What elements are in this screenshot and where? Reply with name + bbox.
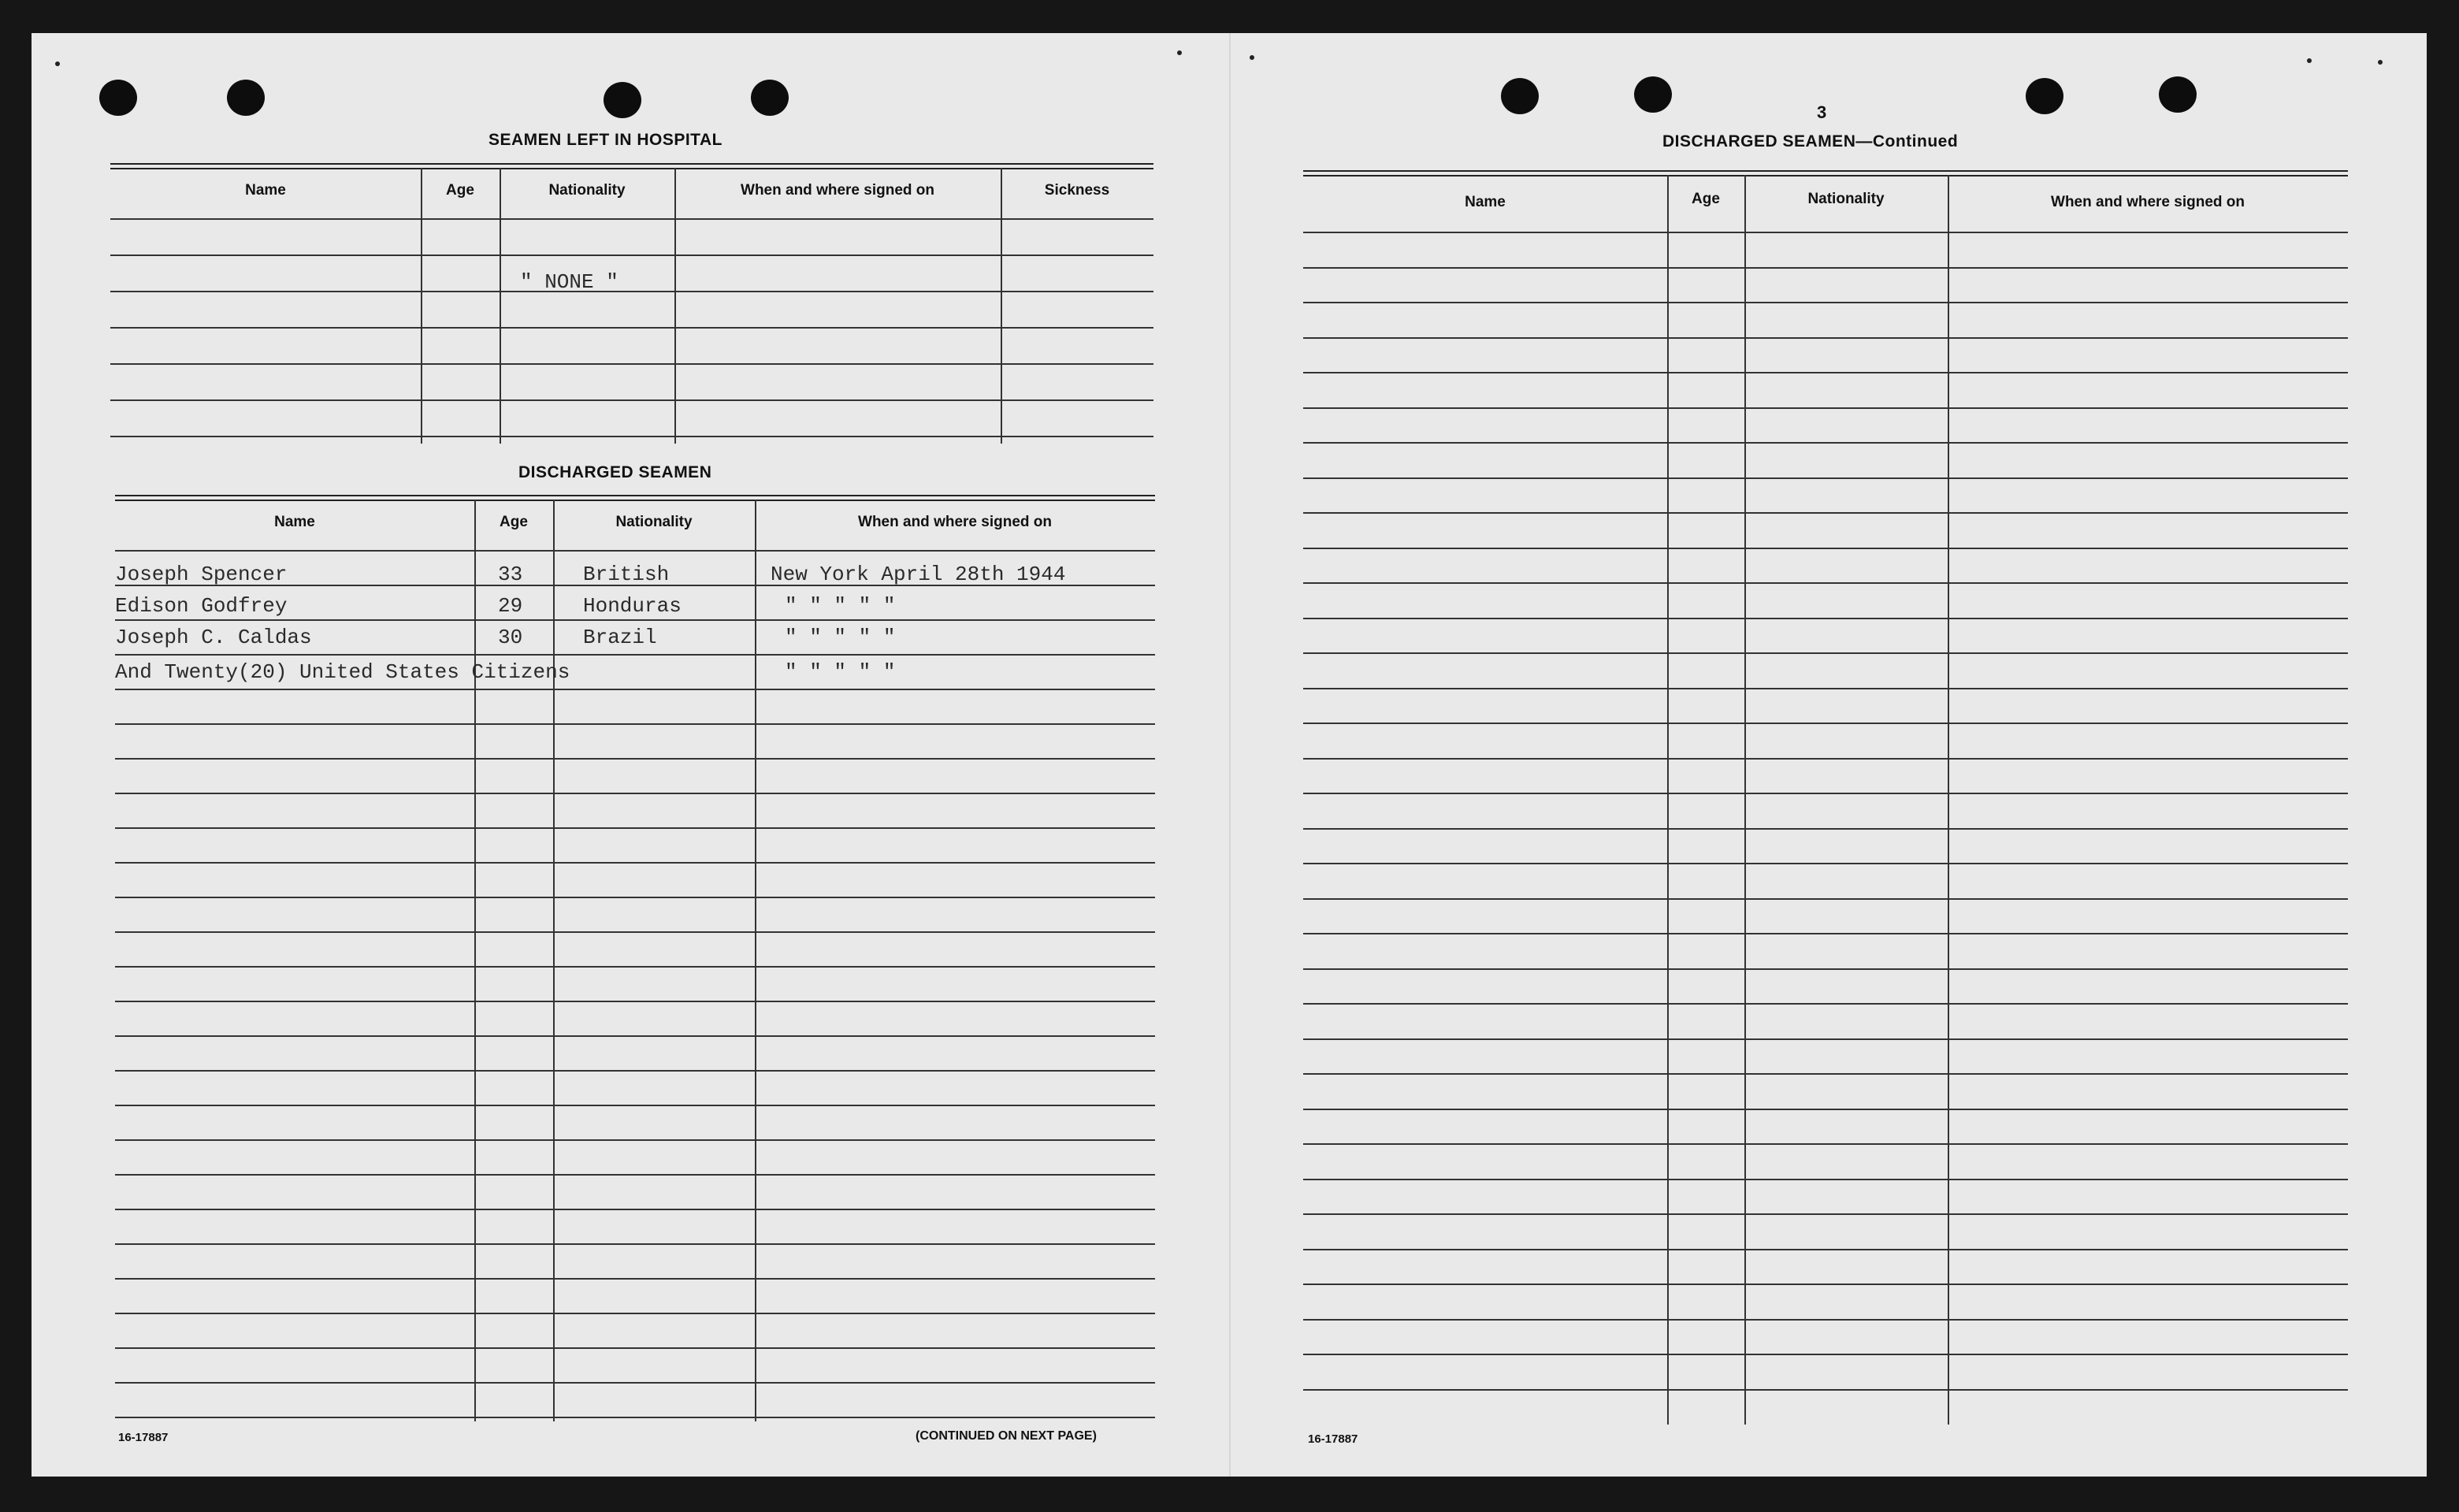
hospital-col-name: Name	[245, 182, 286, 199]
discharged-col-nationality: Nationality	[615, 514, 693, 530]
speck	[2307, 58, 2312, 63]
seaman-signed-on: New York April 28th 1944	[771, 563, 1066, 586]
speck	[55, 61, 60, 66]
discharged-continued-title: DISCHARGED SEAMEN—Continued	[1662, 132, 1959, 150]
ruled-line	[115, 1417, 1155, 1418]
punch-hole	[227, 80, 265, 116]
seaman-name: Joseph Spencer	[115, 563, 288, 586]
ruled-line	[1303, 898, 2348, 900]
seaman-name: And Twenty(20) United States Citizens	[115, 660, 570, 684]
ruled-line	[1303, 442, 2348, 444]
ruled-line	[115, 619, 1155, 621]
ruled-line	[115, 897, 1155, 898]
punch-hole	[2159, 76, 2197, 113]
ruled-line	[1303, 1213, 2348, 1215]
ruled-line	[115, 1382, 1155, 1384]
punch-hole	[2026, 78, 2063, 114]
ruled-line	[115, 758, 1155, 760]
ruled-line	[115, 1105, 1155, 1106]
punch-hole	[604, 82, 641, 118]
hospital-none-entry: " NONE "	[520, 270, 618, 294]
ruled-line	[115, 793, 1155, 794]
seaman-signed-on: " " " " "	[785, 660, 896, 684]
ruled-line	[1303, 1038, 2348, 1040]
seaman-nationality: Honduras	[583, 594, 682, 618]
continued-note: (CONTINUED ON NEXT PAGE)	[916, 1429, 1097, 1443]
ruled-line	[1303, 863, 2348, 864]
ruled-line	[1303, 652, 2348, 654]
ruled-line	[115, 827, 1155, 829]
ruled-line	[115, 966, 1155, 968]
hospital-table	[110, 163, 1153, 448]
ruled-line	[1303, 793, 2348, 794]
hospital-title: SEAMEN LEFT IN HOSPITAL	[488, 131, 722, 149]
ruled-line	[115, 689, 1155, 690]
seaman-nationality: British	[583, 563, 670, 586]
ruled-line	[1303, 1003, 2348, 1005]
ruled-line	[115, 1313, 1155, 1314]
continued-col-signed-on: When and where signed on	[2051, 194, 2245, 210]
page-fold	[1229, 33, 1231, 1477]
ruled-line	[1303, 828, 2348, 830]
ruled-line	[1303, 618, 2348, 619]
seaman-signed-on: " " " " "	[785, 626, 896, 649]
ruled-line	[1303, 1249, 2348, 1250]
seaman-age: 33	[498, 563, 523, 586]
ruled-line	[1303, 1319, 2348, 1321]
seaman-name: Edison Godfrey	[115, 594, 288, 618]
ruled-line	[115, 654, 1155, 656]
ruled-line	[115, 1174, 1155, 1176]
ruled-line	[1303, 267, 2348, 269]
punch-hole	[1634, 76, 1672, 113]
ruled-line	[1303, 688, 2348, 689]
ruled-line	[1303, 477, 2348, 479]
continued-col-age: Age	[1692, 191, 1720, 207]
seaman-signed-on: " " " " "	[785, 594, 896, 618]
ruled-line	[115, 1139, 1155, 1141]
ruled-line	[115, 723, 1155, 725]
ruled-line	[115, 1070, 1155, 1072]
ruled-line	[1303, 407, 2348, 409]
hospital-col-signed-on: When and where signed on	[741, 182, 934, 199]
hospital-col-age: Age	[446, 182, 474, 199]
ruled-line	[115, 1209, 1155, 1210]
ruled-line	[1303, 758, 2348, 760]
discharged-col-signed-on: When and where signed on	[858, 514, 1052, 530]
ruled-line	[1303, 302, 2348, 303]
speck	[1177, 50, 1182, 55]
speck	[1250, 55, 1254, 60]
punch-hole	[751, 80, 789, 116]
seaman-age: 30	[498, 626, 523, 649]
ruled-line	[1303, 1284, 2348, 1285]
seaman-age: 29	[498, 594, 523, 618]
speck	[2378, 60, 2383, 65]
ruled-line	[1303, 968, 2348, 970]
page-number: 3	[1817, 102, 1827, 122]
ruled-line	[1303, 933, 2348, 934]
punch-hole	[99, 80, 137, 116]
ruled-line	[1303, 582, 2348, 584]
form-number-left: 16-17887	[118, 1431, 169, 1444]
ruled-line	[1303, 723, 2348, 724]
ruled-line	[115, 1001, 1155, 1002]
ruled-line	[1303, 1389, 2348, 1391]
ruled-line	[1303, 1354, 2348, 1355]
hospital-col-sickness: Sickness	[1044, 182, 1110, 199]
ruled-line	[1303, 512, 2348, 514]
ruled-line	[115, 550, 1155, 552]
ruled-line	[1303, 548, 2348, 549]
ruled-line	[1303, 1143, 2348, 1145]
ruled-line	[115, 931, 1155, 933]
ruled-line	[1303, 1073, 2348, 1075]
ruled-line	[1303, 337, 2348, 339]
ruled-line	[115, 1347, 1155, 1349]
seaman-nationality: Brazil	[583, 626, 657, 649]
discharged-col-name: Name	[274, 514, 315, 530]
ruled-line	[1303, 1179, 2348, 1180]
continued-col-name: Name	[1465, 194, 1506, 210]
ruled-line	[1303, 232, 2348, 233]
hospital-col-nationality: Nationality	[548, 182, 626, 199]
discharged-continued-table	[1303, 170, 2348, 1425]
ruled-line	[1303, 372, 2348, 373]
discharged-table	[115, 495, 1155, 1421]
punch-hole	[1501, 78, 1539, 114]
ruled-line	[115, 1278, 1155, 1280]
ruled-line	[115, 862, 1155, 864]
form-number-right: 16-17887	[1308, 1432, 1358, 1446]
discharged-col-age: Age	[500, 514, 528, 530]
ruled-line	[1303, 1109, 2348, 1110]
ruled-line	[115, 1243, 1155, 1245]
ruled-line	[115, 1035, 1155, 1037]
seaman-name: Joseph C. Caldas	[115, 626, 312, 649]
discharged-title: DISCHARGED SEAMEN	[518, 463, 712, 481]
continued-col-nationality: Nationality	[1807, 191, 1885, 207]
